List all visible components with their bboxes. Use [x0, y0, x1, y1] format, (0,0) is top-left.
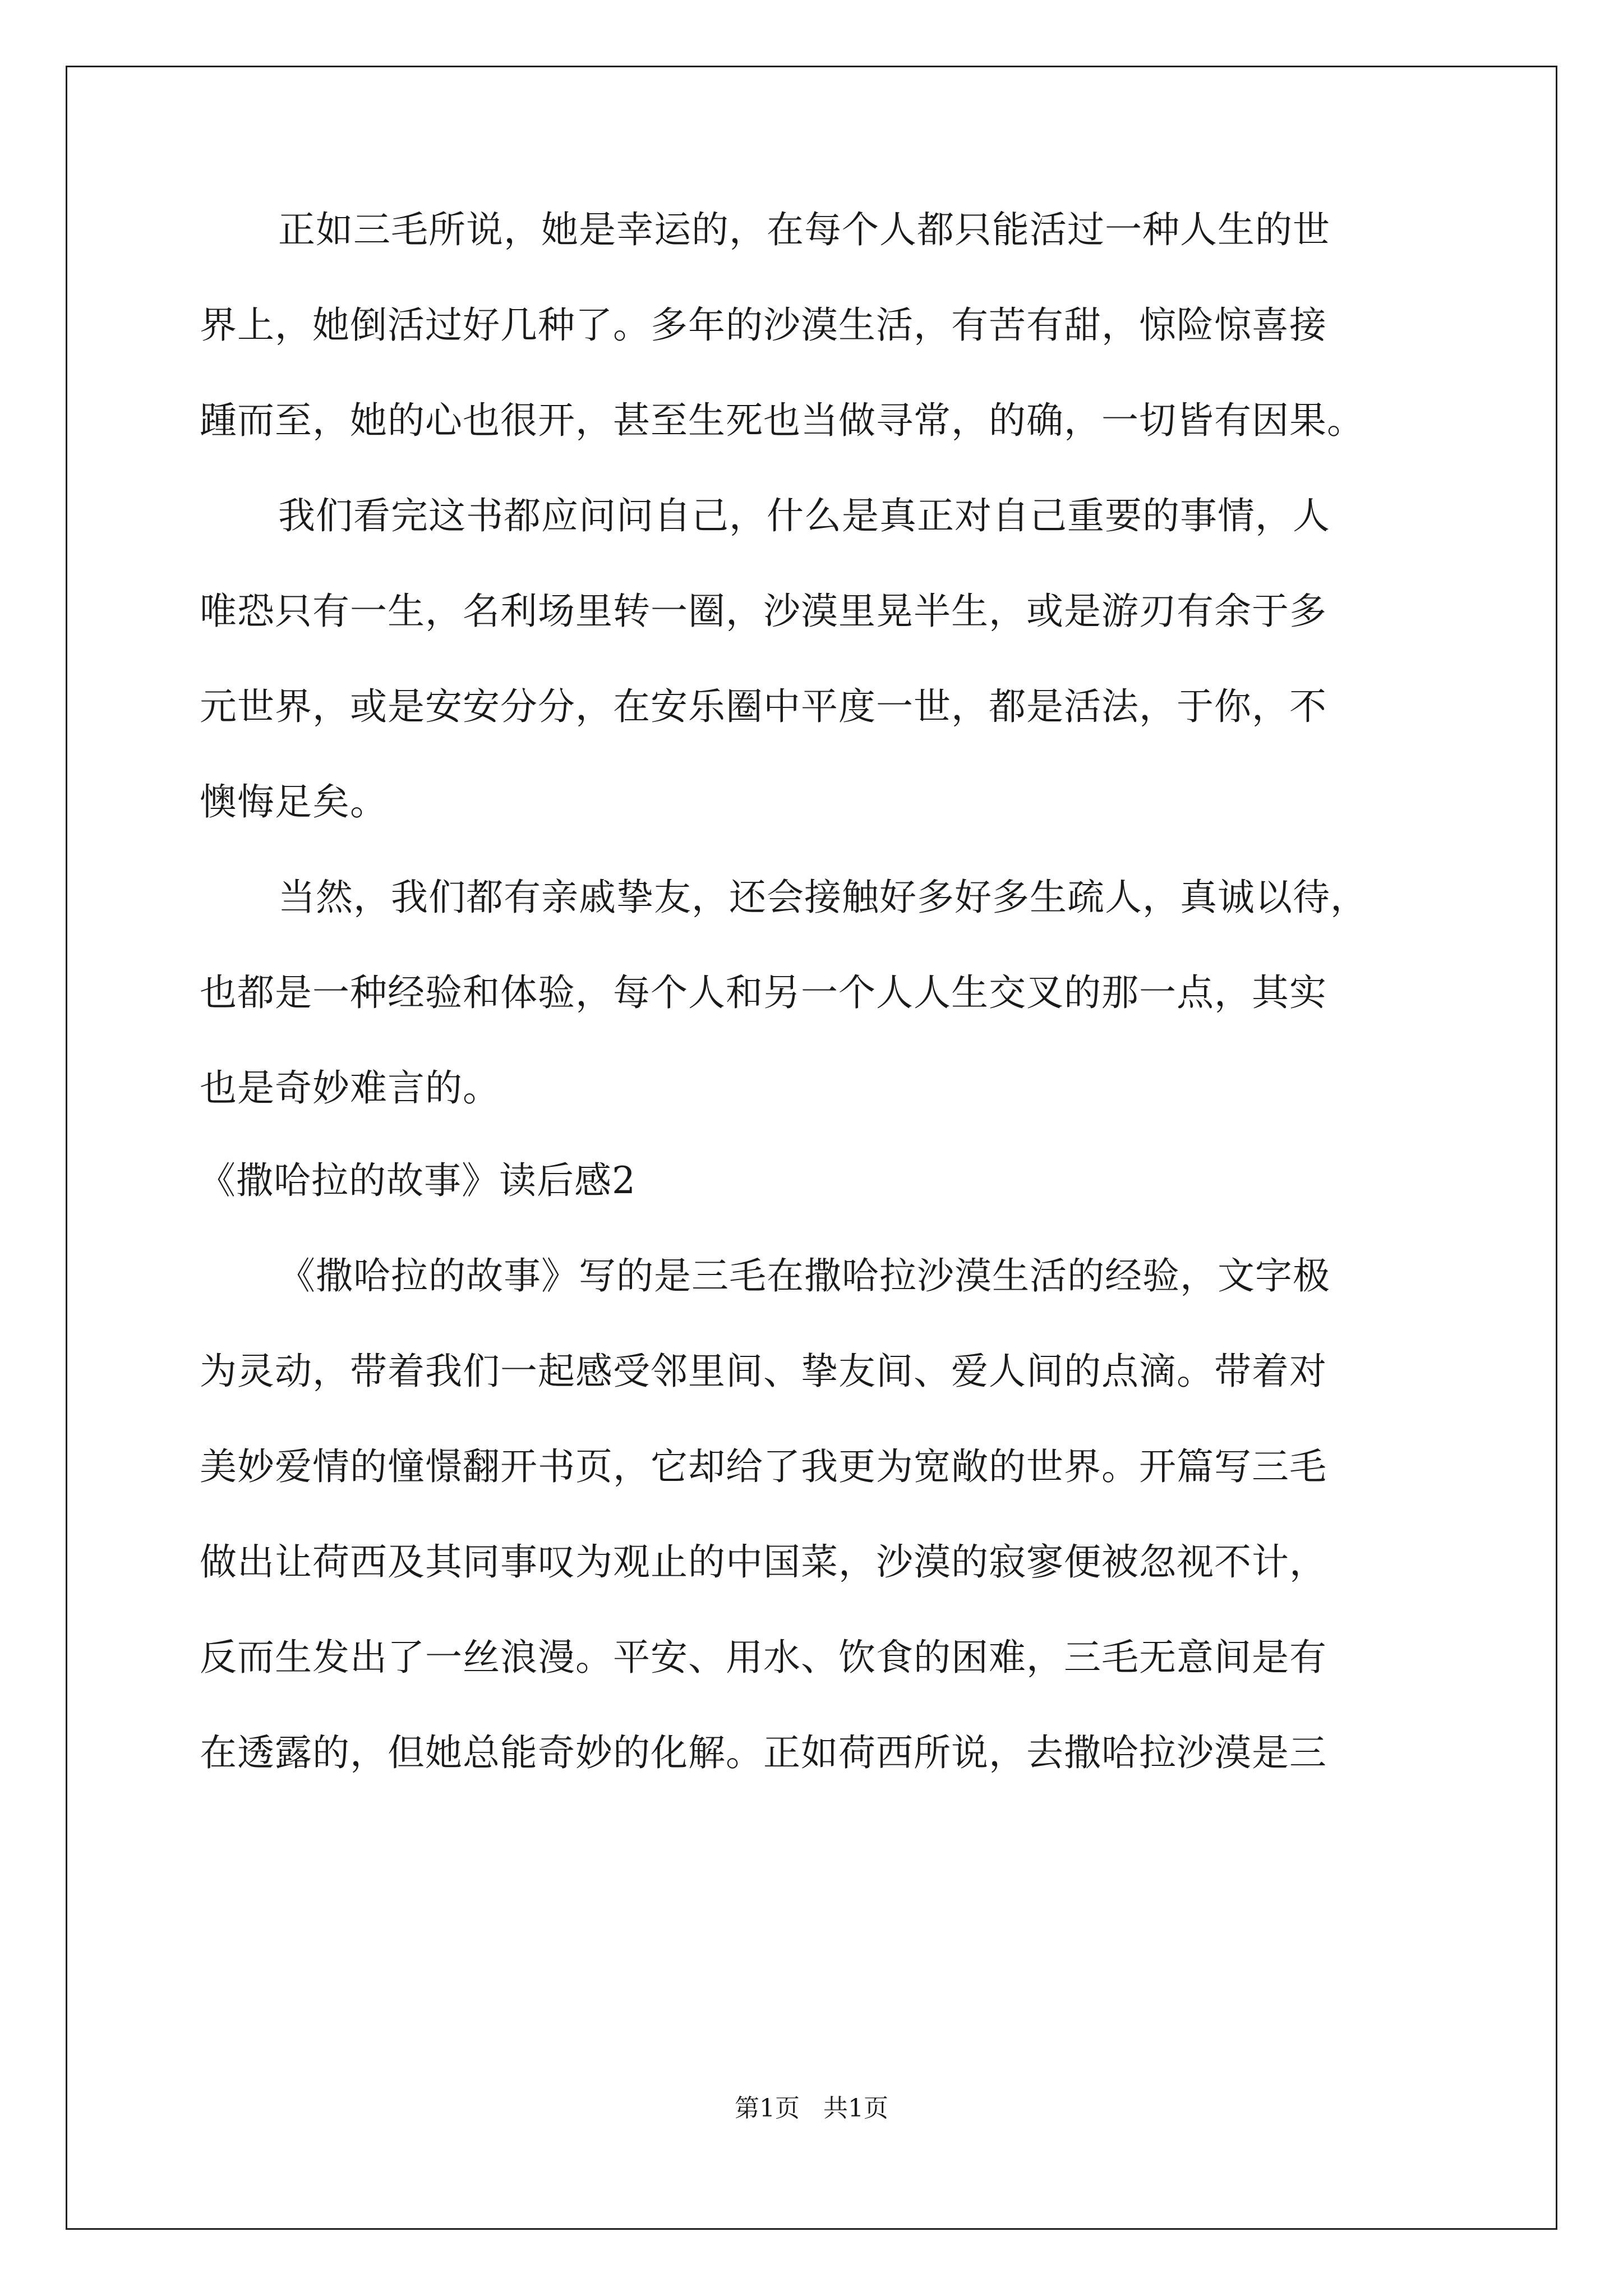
section-heading: 《撒哈拉的故事》读后感2	[199, 1159, 636, 1202]
paragraph-line: 也是奇妙难言的。	[200, 1066, 500, 1110]
paragraph-line: 为灵动，带着我们一起感受邻里间、挚友间、爱人间的点滴。带着对	[200, 1350, 1327, 1393]
page-number: 第1页 共1页	[735, 2094, 888, 2123]
paragraph-line: 反而生发出了一丝浪漫。平安、用水、饮食的困难，三毛无意间是有	[200, 1636, 1327, 1679]
paragraph-line: 唯恐只有一生，名利场里转一圈，沙漠里晃半生，或是游刃有余于多	[200, 590, 1327, 633]
page-border	[66, 66, 1557, 2230]
paragraph-line: 在透露的，但她总能奇妙的化解。正如荷西所说，去撒哈拉沙漠是三	[200, 1731, 1327, 1774]
paragraph-line: 做出让荷西及其同事叹为观止的中国菜，沙漠的寂寥便被忽视不计，	[200, 1540, 1327, 1584]
page-footer	[0, 2093, 1623, 2124]
paragraph-line: 踵而至，她的心也很开，甚至生死也当做寻常，的确，一切皆有因果。	[200, 399, 1364, 442]
paragraph-line: 正如三毛所说，她是幸运的，在每个人都只能活过一种人生的世	[278, 208, 1330, 251]
paragraph-line: 界上，她倒活过好几种了。多年的沙漠生活，有苦有甜，惊险惊喜接	[200, 303, 1327, 347]
paragraph-line: 美妙爱情的憧憬翻开书页，它却给了我更为宽敞的世界。开篇写三毛	[200, 1445, 1327, 1488]
paragraph-line: 我们看完这书都应问问自己，什么是真正对自己重要的事情，人	[278, 494, 1330, 537]
paragraph-line: 元世界，或是安安分分，在安乐圈中平度一世，都是活法，于你，不	[200, 685, 1327, 728]
paragraph-line: 当然，我们都有亲戚挚友，还会接触好多好多生疏人，真诚以待，	[278, 876, 1368, 919]
paragraph-line: 懊悔足矣。	[200, 780, 388, 823]
paragraph-line: 《撒哈拉的故事》写的是三毛在撒哈拉沙漠生活的经验，文字极	[278, 1254, 1330, 1297]
paragraph-line: 也都是一种经验和体验，每个人和另一个人人生交叉的那一点，其实	[200, 971, 1327, 1014]
